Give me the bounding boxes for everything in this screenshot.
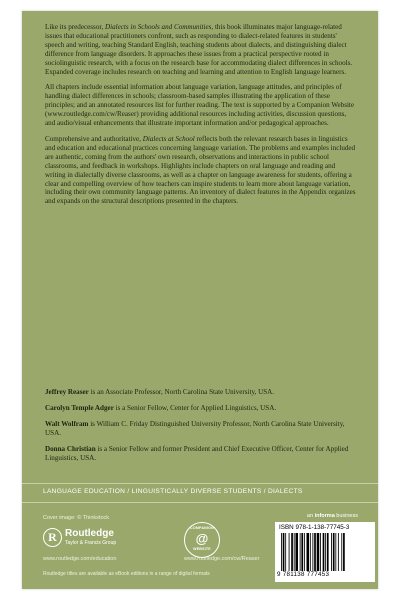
description-text: reflects both the relevant research bases in linguistics and education and educational practices concerning language variation. The problems and examples included are authentic, coming from the authors' own research, observations and interactions in public school classrooms, and feedback in workshops. Highlights include chapters on oral language and reading and writing in dialectally diverse classrooms, as well as a chapter on language awareness for students, offering a clear and compelling overview of how teachers can inspire students to learn more about language variation, including their own community language patterns. An inventory of dialect features in the Appendix organizes and expands on the structural descriptions presented in the chapters. xyxy=(45,134,356,206)
cover-image-credit: Cover image: © Thinkstock xyxy=(43,515,110,521)
author-name: Donna Christian xyxy=(45,444,96,453)
predecessor-title: Dialects in Schools and Communities, xyxy=(105,23,214,31)
badge-bottom-text: WEBSITE xyxy=(193,547,211,551)
description-paragraph-3 xyxy=(45,135,357,206)
description-paragraph-1 xyxy=(45,23,357,76)
routledge-logo xyxy=(43,528,123,550)
author-name: Jeffrey Reaser xyxy=(45,388,89,396)
description-text: this book illuminates major language-related issues that educational practitioners confront, such as responding to dialect-related features in students' speech and writing, teaching Standard English, teaching students about dialects, and distinguishing dialect difference from language disorders. It approaches these issues from a practical perspective rooted in sociolinguistic research, with a focus on the research base for accommodating dialect differences in schools. Expanded coverage includes research on teaching and learning and attention to English language learners. xyxy=(45,23,353,76)
informa-brand: informa xyxy=(314,513,335,519)
author-bios xyxy=(45,388,357,469)
barcode xyxy=(275,522,375,582)
barcode-digits: 9 781138 777453 xyxy=(277,571,330,578)
author-bio xyxy=(45,388,357,397)
divider xyxy=(22,502,378,503)
informa-suffix: business xyxy=(334,513,358,519)
at-sign-icon: @ xyxy=(195,531,209,546)
author-bio xyxy=(45,404,357,413)
publisher-url[interactable]: www.routledge.com/education xyxy=(43,556,117,562)
isbn-label: ISBN 978-1-138-77745-3 xyxy=(279,524,350,531)
publisher-group: Taylor & Francis Group xyxy=(65,540,117,546)
companion-website-url[interactable]: www.routledge.com/cw/Reaser xyxy=(184,556,260,562)
publisher-name: Routledge xyxy=(65,528,114,539)
informa-prefix: an xyxy=(306,513,315,519)
description-paragraph-2: All chapters include essential information about language variation, language attitudes, and principles of handling dialect differences in schools; classroom-based samples illustrating the application of these principles; and an annotated resources list for further reading. The text is supported by a Companion Website (www.routledge.com/cw/Reaser) providing additional resources including activities, discussion questions, and audio/visual enhancements that illustrate important information and/or pedagogical approaches. xyxy=(45,83,355,128)
informa-business-label xyxy=(307,513,358,519)
ebook-note: Routledge titles are available as eBook editions in a range of digital formats xyxy=(43,571,210,577)
barcode-bars-icon xyxy=(281,533,369,571)
book-description xyxy=(45,23,357,213)
companion-website-badge xyxy=(184,522,220,558)
author-affiliation: is William C. Friday Distinguished University Professor, North Carolina State University, USA. xyxy=(45,419,345,437)
book-title: Dialects at School xyxy=(142,134,195,143)
routledge-r-icon: R xyxy=(43,528,62,547)
badge-top-text: COMPANION xyxy=(190,526,214,530)
description-text: Like its predecessor, xyxy=(45,23,105,31)
divider xyxy=(22,483,378,484)
author-affiliation: is a Senior Fellow, Center for Applied Linguistics, USA. xyxy=(113,403,277,412)
author-affiliation: is a Senior Fellow and former President and Chief Executive Officer, Center for Applied Linguistics, USA. xyxy=(45,444,349,462)
author-bio xyxy=(45,445,357,463)
description-text: Comprehensive and authoritative, xyxy=(45,134,143,143)
author-affiliation: is an Associate Professor, North Carolina State University, USA. xyxy=(88,388,275,396)
author-name: Carolyn Temple Adger xyxy=(45,403,114,412)
author-bio xyxy=(45,420,357,438)
author-name: Walt Wolfram xyxy=(45,419,89,428)
back-cover xyxy=(22,11,378,589)
subject-categories: LANGUAGE EDUCATION / LINGUISTICALLY DIVERSE STUDENTS / DIALECTS xyxy=(43,488,303,495)
